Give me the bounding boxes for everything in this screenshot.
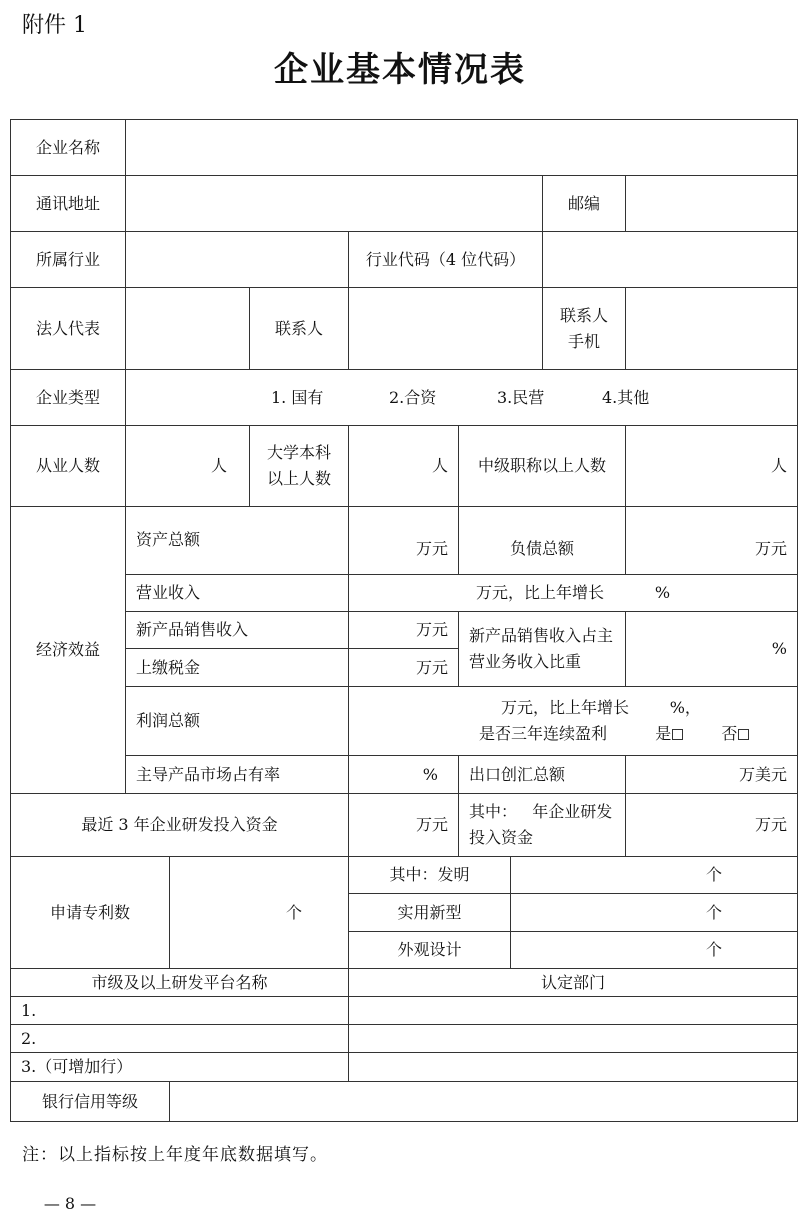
staff-count-label: 从业人数 [10, 425, 126, 507]
revenue-field[interactable]: 万元，比上年增长 % [348, 574, 798, 612]
market-share-unit: % [422, 764, 438, 784]
patent-design-field[interactable] [510, 931, 798, 969]
profit-consecutive-question: 是否三年连续盈利 [479, 724, 608, 743]
profit-no-option[interactable] [721, 724, 749, 743]
mid-title-count-field[interactable] [625, 425, 798, 507]
tax-paid-unit: 万元 [415, 657, 448, 677]
patent-count-label: 申请专利数 [10, 856, 170, 969]
new-product-ratio-label: 新产品销售收入占主营业务收入比重 [458, 611, 626, 687]
page-number: — 8 — [43, 1194, 97, 1213]
address-label: 通讯地址 [10, 175, 126, 232]
platform-row-dept[interactable] [348, 1024, 798, 1053]
page-title: 企业基本情况表 [274, 50, 526, 90]
patent-invention-label: 其中：发明 [348, 856, 511, 894]
bachelor-count-unit: 人 [431, 456, 448, 475]
patent-count-unit: 个 [285, 902, 302, 922]
revenue-label: 营业收入 [125, 574, 349, 612]
new-product-sales-unit: 万元 [415, 620, 448, 639]
bachelor-count-field[interactable] [348, 425, 459, 507]
tax-paid-label: 上缴税金 [125, 648, 349, 687]
enterprise-type-label: 企业类型 [10, 369, 126, 426]
market-share-field[interactable] [348, 755, 459, 794]
platform-name-header: 市级及以上研发平台名称 [10, 968, 349, 997]
rd-annual-investment-label: 其中： 年企业研发投入资金 [458, 793, 626, 857]
postcode-label: 邮编 [542, 175, 626, 232]
total-liabilities-field[interactable] [625, 506, 798, 575]
legal-rep-label: 法人代表 [10, 287, 126, 370]
economic-benefit-label: 经济效益 [10, 506, 126, 794]
platform-row-name[interactable]: 2. [10, 1024, 349, 1053]
staff-count-field[interactable] [125, 425, 250, 507]
bank-credit-field[interactable] [169, 1081, 798, 1122]
new-product-ratio-field[interactable] [625, 611, 798, 687]
mid-title-count-label: 中级职称以上人数 [458, 425, 626, 507]
industry-code-field[interactable] [542, 231, 798, 288]
industry-code-label: 行业代码（4 位代码） [348, 231, 543, 288]
enterprise-type-options [125, 369, 798, 426]
type-option-private[interactable]: 3.民营 [497, 387, 545, 407]
total-assets-label: 资产总额 [125, 506, 349, 575]
platform-row-dept[interactable] [348, 996, 798, 1025]
enterprise-name-field[interactable] [125, 119, 798, 176]
contact-phone-field[interactable] [625, 287, 798, 370]
type-option-joint[interactable]: 2.合资 [389, 387, 437, 407]
total-assets-unit: 万元 [415, 539, 448, 558]
rd-investment-unit: 万元 [415, 815, 448, 834]
patent-count-field[interactable] [169, 856, 349, 969]
market-share-label: 主导产品市场占有率 [125, 755, 349, 794]
profit-yes-option[interactable] [655, 724, 683, 743]
type-option-state[interactable]: 1. 国有 [271, 387, 324, 407]
industry-label: 所属行业 [10, 231, 126, 288]
export-earnings-field[interactable] [625, 755, 798, 794]
staff-count-unit: 人 [210, 456, 227, 475]
platform-dept-header: 认定部门 [348, 968, 798, 997]
new-product-sales-field[interactable] [348, 611, 459, 649]
bachelor-count-label: 大学本科以上人数 [249, 425, 349, 507]
rd-investment-label: 最近 3 年企业研发投入资金 [10, 793, 349, 857]
postcode-field[interactable] [625, 175, 798, 232]
patent-design-label: 外观设计 [348, 931, 511, 969]
profit-no-label: 否 [721, 724, 738, 743]
industry-field[interactable] [125, 231, 349, 288]
patent-utility-field[interactable] [510, 893, 798, 932]
rd-annual-investment-field[interactable] [625, 793, 798, 857]
profit-growth-text: 万元，比上年增长 %， [501, 698, 701, 717]
checkbox-icon[interactable] [672, 729, 683, 740]
mid-title-count-unit: 人 [770, 456, 787, 475]
enterprise-name-label: 企业名称 [10, 119, 126, 176]
contact-field[interactable] [348, 287, 543, 370]
tax-paid-field[interactable] [348, 648, 459, 687]
export-earnings-unit: 万美元 [738, 764, 787, 784]
platform-row-name[interactable]: 3.（可增加行） [10, 1052, 349, 1082]
bank-credit-label: 银行信用等级 [10, 1081, 170, 1122]
patent-utility-label: 实用新型 [348, 893, 511, 932]
new-product-ratio-unit: % [771, 639, 787, 658]
footnote: 注：以上指标按上年度年底数据填写。 [22, 1145, 328, 1165]
contact-label: 联系人 [249, 287, 349, 370]
platform-row-dept[interactable] [348, 1052, 798, 1082]
type-option-other[interactable]: 4.其他 [602, 387, 650, 407]
rd-annual-investment-unit: 万元 [754, 815, 787, 834]
new-product-sales-label: 新产品销售收入 [125, 611, 349, 649]
contact-phone-label: 联系人 手机 [542, 287, 626, 370]
patent-design-unit: 个 [705, 940, 722, 959]
total-liabilities-unit: 万元 [754, 539, 787, 558]
attachment-label: 附件 1 [22, 13, 87, 38]
rd-investment-field[interactable] [348, 793, 459, 857]
total-profit-field[interactable] [348, 686, 798, 756]
address-field[interactable] [125, 175, 543, 232]
total-profit-label: 利润总额 [125, 686, 349, 756]
patent-invention-field[interactable] [510, 856, 798, 894]
platform-row-name[interactable]: 1. [10, 996, 349, 1025]
export-earnings-label: 出口创汇总额 [458, 755, 626, 794]
checkbox-icon[interactable] [738, 729, 749, 740]
total-assets-field[interactable] [348, 506, 459, 575]
total-liabilities-label: 负债总额 [458, 506, 626, 575]
profit-yes-label: 是 [655, 724, 672, 743]
patent-utility-unit: 个 [705, 902, 722, 922]
patent-invention-unit: 个 [705, 865, 722, 884]
legal-rep-field[interactable] [125, 287, 250, 370]
